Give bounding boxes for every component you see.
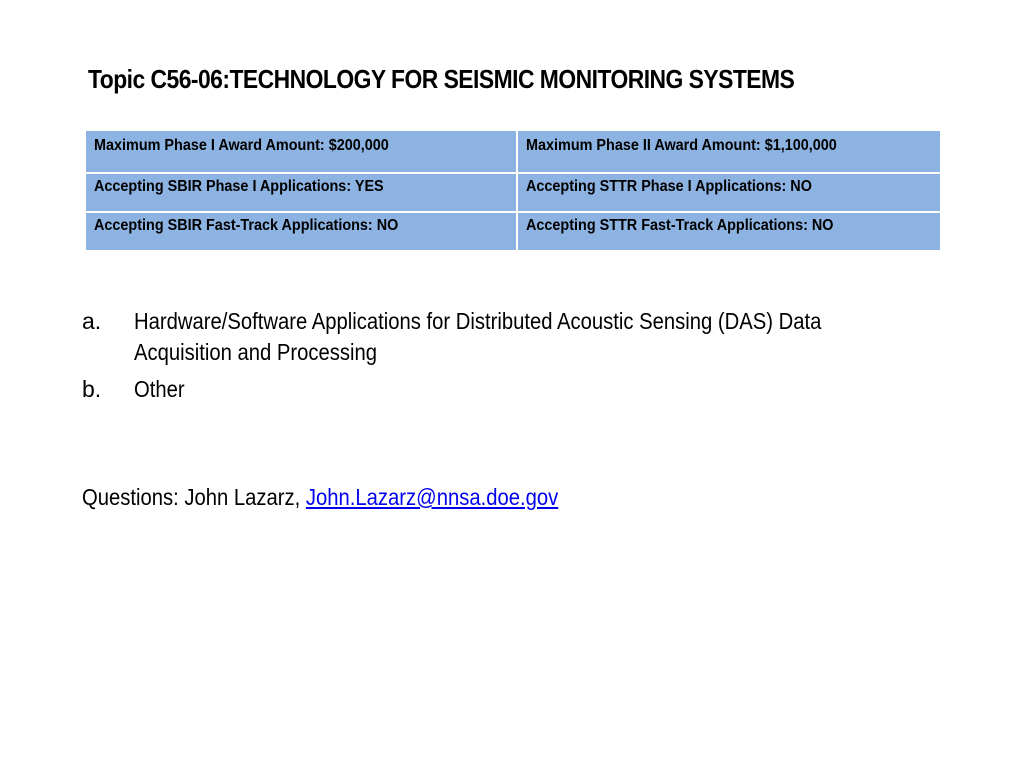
table-cell	[517, 212, 941, 251]
award-info-table	[84, 129, 942, 252]
table-cell	[517, 130, 941, 173]
list-item	[82, 374, 982, 405]
table-cell	[85, 130, 517, 173]
sbir-phase-1-status: Accepting SBIR Phase I Applications: YES	[94, 178, 384, 195]
phase-2-award-amount: Maximum Phase II Award Amount: $1,100,000	[526, 137, 837, 154]
sbir-fast-track-status: Accepting SBIR Fast-Track Applications: NO	[94, 217, 399, 234]
table-cell	[85, 212, 517, 251]
table-cell	[85, 173, 517, 212]
list-marker: b.	[82, 376, 102, 402]
questions-line	[82, 484, 558, 511]
questions-label: Questions: John Lazarz,	[82, 484, 306, 510]
contact-email-link[interactable]: John.Lazarz@nnsa.doe.gov	[305, 484, 559, 510]
phase-1-award-amount: Maximum Phase I Award Amount: $200,000	[94, 137, 389, 154]
sttr-phase-1-status: Accepting STTR Phase I Applications: NO	[526, 178, 812, 195]
subtopic-text: Hardware/Software Applications for Distributed Acoustic Sensing (DAS) Data Acquisition and Processing	[134, 308, 822, 365]
slide-title: Topic C56-06:TECHNOLOGY FOR SEISMIC MONITORING SYSTEMS	[88, 64, 795, 94]
subtopic-text: Other	[134, 376, 185, 402]
table-row	[85, 173, 941, 212]
table-row	[85, 212, 941, 251]
sttr-fast-track-status: Accepting STTR Fast-Track Applications: NO	[526, 217, 834, 234]
table-row	[85, 130, 941, 173]
table-cell	[517, 173, 941, 212]
subtopic-list	[82, 306, 982, 411]
list-item	[82, 306, 982, 368]
list-marker: a.	[82, 308, 102, 334]
